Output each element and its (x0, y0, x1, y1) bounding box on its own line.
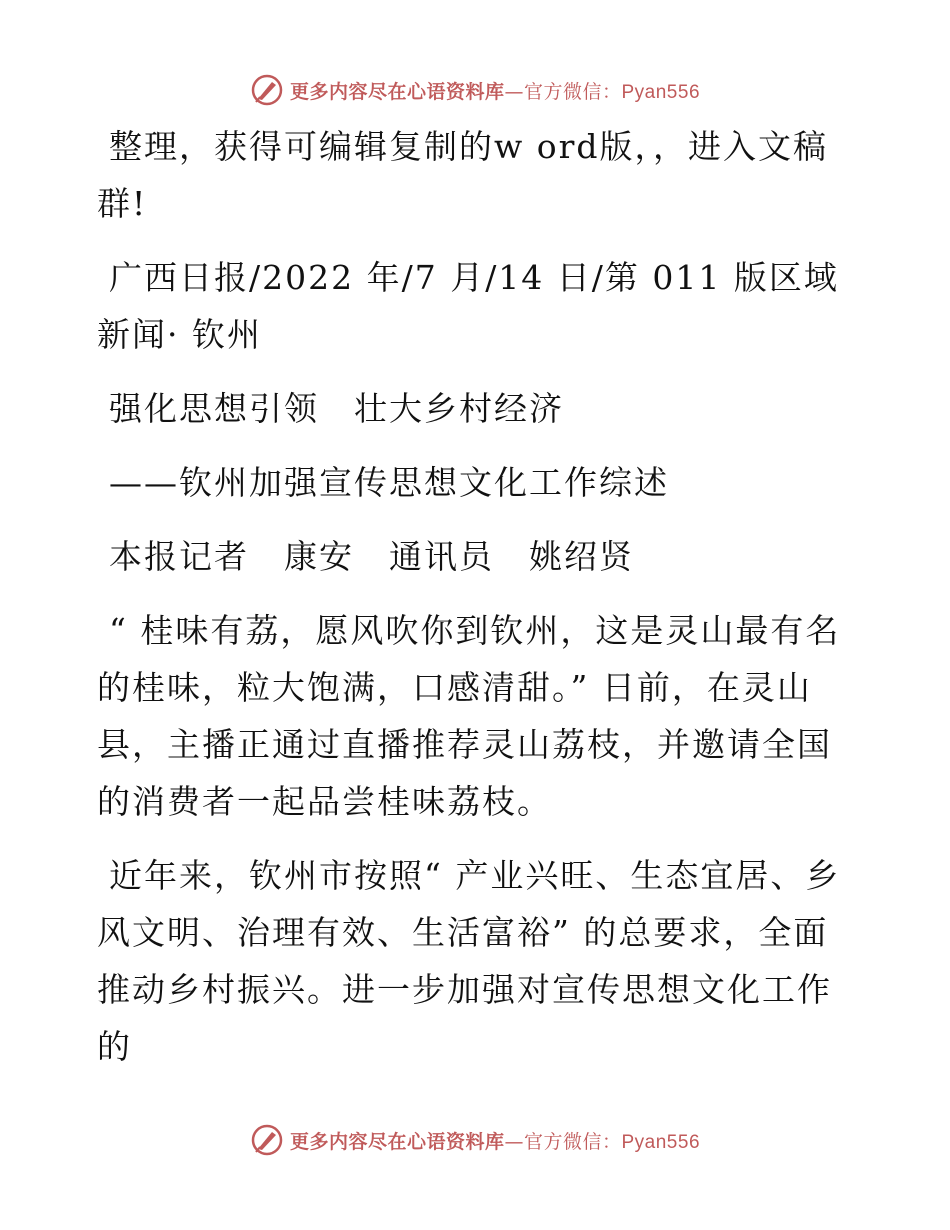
watermark-brand: 更多内容尽在心语资料库 (289, 80, 505, 103)
document-body (97, 118, 857, 1092)
footer-watermark (0, 1120, 950, 1160)
article-title: 强化思想引领 壮大乡村经济 (109, 389, 564, 428)
watermark-wechat-id: Pyan556 (621, 81, 701, 103)
watermark-official: 官方微信： (523, 1130, 622, 1153)
watermark-dash: — (504, 80, 524, 103)
article-subtitle: ——钦州加强宣传思想文化工作综述 (109, 463, 669, 502)
header-watermark (0, 70, 950, 110)
watermark-brand: 更多内容尽在心语资料库 (289, 1130, 505, 1153)
article-byline: 本报记者 康安 通讯员 姚绍贤 (109, 537, 634, 576)
quill-pen-logo-icon (250, 73, 284, 107)
watermark-text (290, 1127, 700, 1154)
quill-pen-logo-icon (250, 1123, 284, 1157)
watermark-text (290, 77, 700, 104)
paragraph-body: 近年来，钦州市按照“ 产业兴旺、生态宜居、乡风文明、治理有效、生活富裕” 的总要求，全面推动乡村振兴。进一步加强对宣传思想文化工作的 (97, 856, 841, 1066)
watermark-official: 官方微信： (523, 80, 622, 103)
watermark-wechat-id: Pyan556 (621, 1131, 701, 1153)
paragraph-source: 广西日报/2022 年/7 月/14 日/第 011 版区域新闻· 钦州 (97, 258, 839, 354)
watermark-dash: — (504, 1130, 524, 1153)
paragraph-intro: 整理，获得可编辑复制的w ord版，，进入文稿群! (97, 127, 829, 223)
paragraph-body: “ 桂味有荔，愿风吹你到钦州，这是灵山最有名的桂味，粒大饱满，口感清甜。” 日前，在灵山县，主播正通过直播推荐灵山荔枝，并邀请全国的消费者一起品尝桂味荔枝。 (97, 611, 841, 821)
